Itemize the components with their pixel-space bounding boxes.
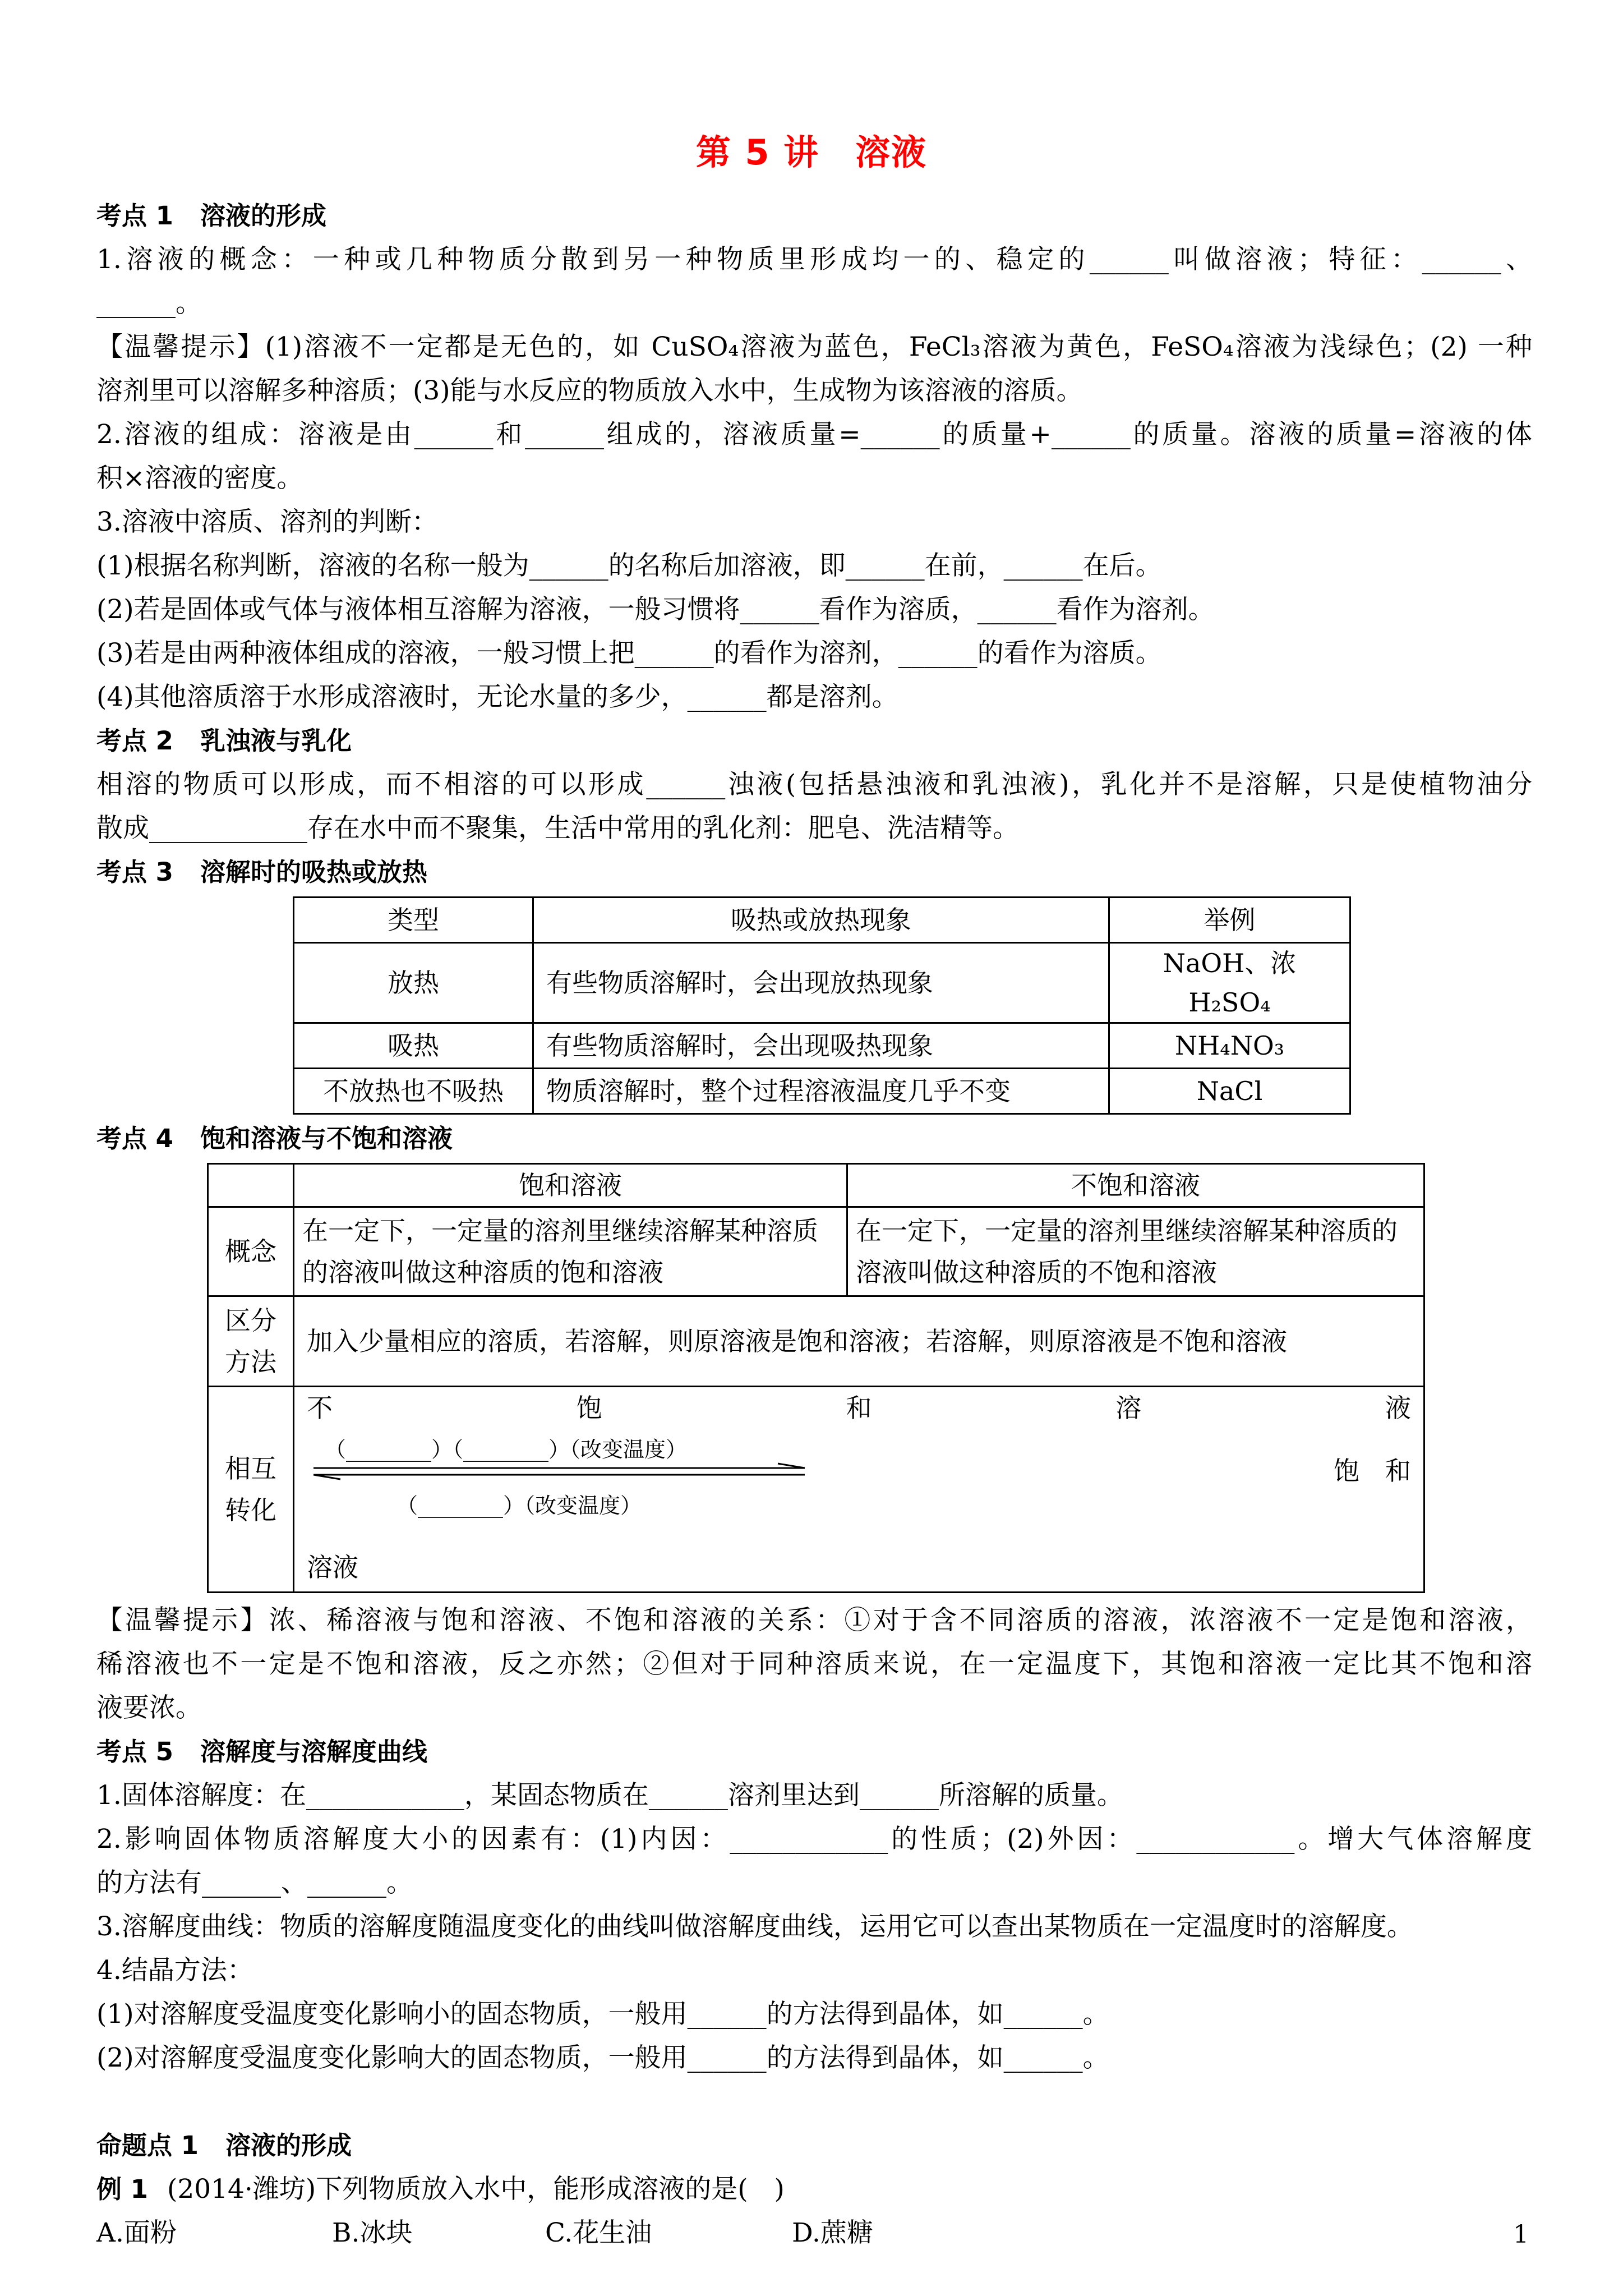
answer-options <box>96 2211 1532 2255</box>
arrow-label-lower: （________）（改变温度） <box>396 1493 642 1518</box>
table-row <box>294 1023 1350 1069</box>
row-header: 相互转化 <box>208 1387 294 1593</box>
table-cell: NaOH、浓 H₂SO₄ <box>1109 943 1350 1023</box>
table-cell: 有些物质溶解时，会出现吸热现象 <box>533 1023 1109 1069</box>
table-header: 举例 <box>1109 898 1350 943</box>
arrow-label-upper: （________）（________）（改变温度） <box>325 1437 688 1462</box>
list-item: (1)对溶解度受温度变化影响小的固态物质，一般用______的方法得到晶体，如______。 <box>96 1999 1109 2030</box>
conversion-cell <box>294 1387 1424 1593</box>
list-item: (3)若是由两种液体组成的溶液，一般习惯上把______的看作为溶剂，______的看作为溶质。 <box>96 638 1162 669</box>
saturation-table <box>207 1163 1425 1593</box>
table-row <box>208 1387 1424 1593</box>
list-item: (4)其他溶质溶于水形成溶液时，无论水量的多少，______都是溶剂。 <box>96 682 898 712</box>
tip-paragraph: 稀溶液也不一定是不饱和溶液，反之亦然；②但对于同种溶质来说，在一定温度下，其饱和溶液一定比其不饱和溶 <box>96 1649 1532 1680</box>
paragraph: 3.溶解度曲线：物质的溶解度随温度变化的曲线叫做溶解度曲线，运用它可以查出某物质在一定温度时的溶解度。 <box>96 1911 1413 1942</box>
example-question: 例 1 (2014·潍坊)下列物质放入水中，能形成溶液的是( ) <box>96 2174 785 2205</box>
heat-table <box>293 896 1351 1115</box>
conversion-diagram <box>307 1429 1411 1591</box>
paragraph: 2.影响固体物质溶解度大小的因素有：(1)内因：____________的性质；(2)外因：____________。增大气体溶解度 <box>96 1824 1532 1855</box>
table-cell: 不放热也不吸热 <box>294 1069 533 1114</box>
table-row <box>208 1207 1424 1296</box>
paragraph: 1.固体溶解度：在____________，某固态物质在______溶剂里达到______所溶解的质量。 <box>96 1780 1123 1811</box>
section-heading-1: 考点 1 溶液的形成 <box>96 201 326 231</box>
conversion-bottom-text: 溶液 <box>307 1552 358 1582</box>
paragraph: 的方法有______、______。 <box>96 1867 413 1898</box>
table-row <box>294 943 1350 1023</box>
section-heading-3: 考点 3 溶解时的吸热或放热 <box>96 857 427 887</box>
table-cell: NaCl <box>1109 1069 1350 1114</box>
option-c: C.花生油 <box>545 2217 652 2248</box>
table-header: 饱和溶液 <box>294 1164 847 1207</box>
list-item: (1)根据名称判断，溶液的名称一般为______的名称后加溶液，即______在前，______在后。 <box>96 550 1162 581</box>
paragraph: 相溶的物质可以形成，而不相溶的可以形成______浊液(包括悬浊液和乳浊液)，乳化并不是溶解，只是使植物油分 <box>96 769 1532 800</box>
paragraph: 4.结晶方法： <box>96 1955 253 1986</box>
paragraph: ______。 <box>96 288 202 319</box>
option-b: B.冰块 <box>332 2217 413 2248</box>
table-header: 类型 <box>294 898 533 943</box>
option-a: A.面粉 <box>96 2217 177 2248</box>
table-row <box>294 1069 1350 1114</box>
row-header: 区分方法 <box>208 1296 294 1387</box>
table-header: 不饱和溶液 <box>847 1164 1424 1207</box>
table-cell: 在一定下，一定量的溶剂里继续溶解某种溶质的溶液叫做这种溶质的不饱和溶液 <box>847 1207 1424 1296</box>
section-heading-2: 考点 2 乳浊液与乳化 <box>96 726 352 756</box>
document-body <box>96 194 1532 2255</box>
table-cell: 加入少量相应的溶质，若溶解，则原溶液是饱和溶液；若溶解，则原溶液是不饱和溶液 <box>294 1296 1424 1387</box>
table-header-row <box>294 898 1350 943</box>
conversion-top-text: 不 饱 和 溶 液 <box>307 1393 1411 1423</box>
table-header-row <box>208 1164 1424 1207</box>
table-cell: 吸热 <box>294 1023 533 1069</box>
tip-paragraph: 【温馨提示】浓、稀溶液与饱和溶液、不饱和溶液的关系：①对于含不同溶质的溶液，浓溶液不一定是饱和溶液， <box>96 1605 1532 1636</box>
row-header: 概念 <box>208 1207 294 1296</box>
paragraph: 3.溶液中溶质、溶剂的判断： <box>96 507 438 537</box>
page-title: 第 5 讲 溶液 <box>695 132 928 173</box>
list-item: (2)若是固体或气体与液体相互溶解为溶液，一般习惯将______看作为溶质，______看作为溶剂。 <box>96 594 1215 625</box>
double-arrow-icon <box>307 1462 811 1485</box>
tip-paragraph: 【温馨提示】(1)溶液不一定都是无色的，如 CuSO₄溶液为蓝色，FeCl₃溶液为黄色，FeSO₄溶液为浅绿色；(2) 一种 <box>96 332 1532 362</box>
paragraph: 1.溶液的概念：一种或几种物质分散到另一种物质里形成均一的、稳定的______叫做溶液；特征：______、 <box>96 244 1532 275</box>
section-heading-4: 考点 4 饱和溶液与不饱和溶液 <box>96 1124 453 1153</box>
page-number: 1 <box>1513 2220 1529 2249</box>
topic-heading: 命题点 1 溶液的形成 <box>96 2131 352 2160</box>
table-cell: 放热 <box>294 943 533 1023</box>
table-row <box>208 1296 1424 1387</box>
table-cell: 有些物质溶解时，会出现放热现象 <box>533 943 1109 1023</box>
section-heading-5: 考点 5 溶解度与溶解度曲线 <box>96 1737 427 1766</box>
option-d: D.蔗糖 <box>792 2217 873 2248</box>
paragraph: 积×溶液的密度。 <box>96 463 303 494</box>
paragraph: 散成____________存在水中而不聚集，生活中常用的乳化剂：肥皂、洗洁精等。 <box>96 813 1019 844</box>
paragraph: 2.溶液的组成：溶液是由______和______组成的，溶液质量=______的质量+______的质量。溶液的质量=溶液的体 <box>96 419 1532 450</box>
table-cell: 在一定下，一定量的溶剂里继续溶解某种溶质的溶液叫做这种溶质的饱和溶液 <box>294 1207 847 1296</box>
table-corner <box>208 1164 294 1207</box>
conversion-right-text: 饱 和 <box>1334 1456 1411 1486</box>
list-item: (2)对溶解度受温度变化影响大的固态物质，一般用______的方法得到晶体，如______。 <box>96 2042 1109 2073</box>
tip-paragraph: 液要浓。 <box>96 1692 202 1723</box>
table-header: 吸热或放热现象 <box>533 898 1109 943</box>
tip-paragraph: 溶剂里可以溶解多种溶质；(3)能与水反应的物质放入水中，生成物为该溶液的溶质。 <box>96 375 1083 406</box>
spacer <box>96 2080 1532 2124</box>
table-cell: 物质溶解时，整个过程溶液温度几乎不变 <box>533 1069 1109 1114</box>
table-cell: NH₄NO₃ <box>1109 1023 1350 1069</box>
